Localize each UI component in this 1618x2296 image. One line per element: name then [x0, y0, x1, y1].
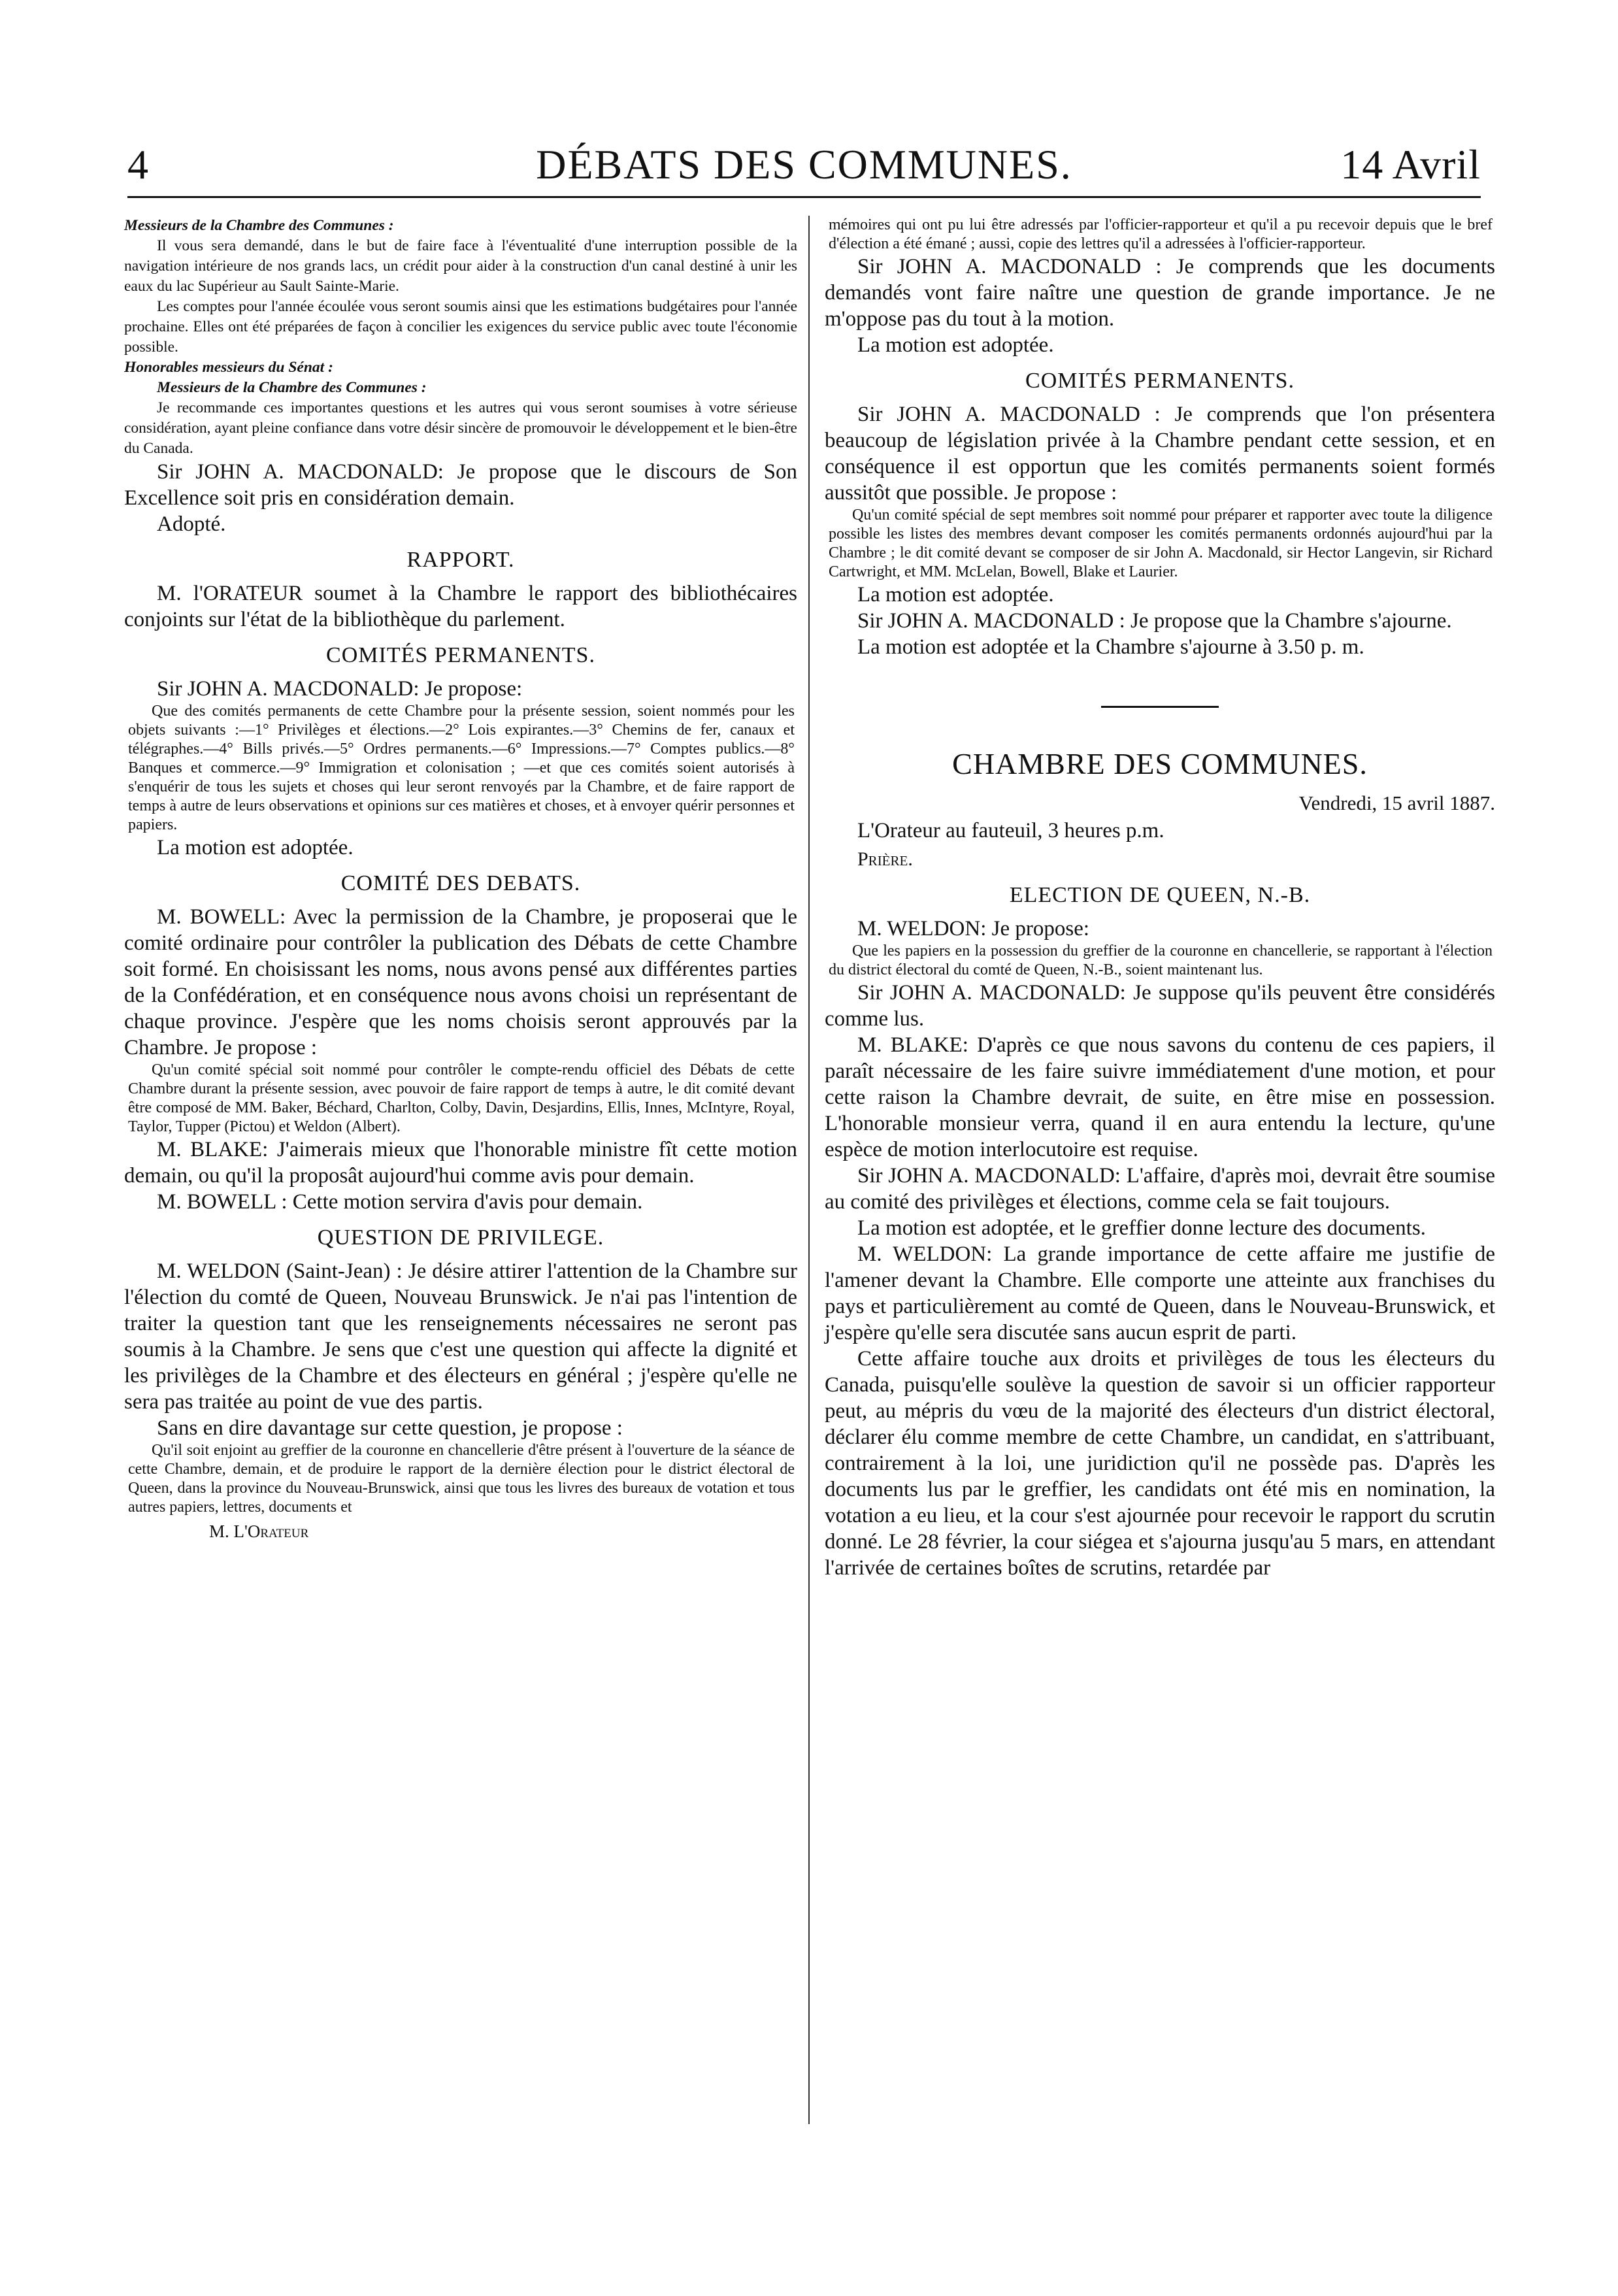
sitting-date: Vendredi, 15 avril 1887. — [1298, 791, 1495, 814]
debate-paragraph: M. BOWELL: Avec la permission de la Chambre, je proposerai que le comité ordinaire pour contrôler la publication des Débats de cette Chambre soit formé. En choisissant les noms, nous avons pensé aux différentes parties de la Confédération, et en conséquence nous avons choisi un représentant de chaque province. J'espère que les noms choisis seront approuvés par la Chambre. Je propose : — [124, 905, 797, 1059]
section-heading: COMITÉS PERMANENTS. — [1025, 369, 1295, 393]
debate-paragraph: M. BOWELL : Cette motion servira d'avis pour demain. — [157, 1190, 643, 1214]
debate-paragraph: M. WELDON (Saint-Jean) : Je désire attirer l'attention de la Chambre sur l'élection du comté de Queen, Nouveau Brunswick. Je n'ai pas l'intention de traiter la question tant que les renseignements nécessaires ne seront pas soumis à la Chambre. Je sens que c'est une question qui affecte la dignité et les privilèges de la Chambre et des électeurs en général ; j'espère qu'elle ne sera pas traitée au point de vue des partis. — [124, 1259, 797, 1414]
speech-paragraph: Il vous sera demandé, dans le but de faire face à l'éventualité d'une interruption possible de la navigation intérieure de nos grands lacs, un crédit pour aider à la construction d'un canal destiné à unir les eaux du lac Supérieur au Sault Sainte-Marie. — [124, 237, 797, 295]
debate-paragraph: La motion est adoptée. — [857, 583, 1054, 607]
debate-paragraph: Sans en dire davantage sur cette question, je propose : — [157, 1416, 623, 1440]
debate-paragraph: M. BLAKE: D'après ce que nous savons du contenu de ces papiers, il paraît nécessaire de les faire suivre immédiatement d'une motion, et pour cette raison la Chambre devrait, de suite, en être mise en possession. L'honorable monsieur verra, quand il en aura entendu la lecture, qu'une espèce de motion interlocutoire est requise. — [825, 1033, 1495, 1161]
motion-text: Qu'un comité spécial de sept membres soit nommé pour préparer et rapporter avec toute la diligence possible les listes des membres devant composer les comités permanents ordonnés aujourd'hui par la Chambre ; le dit comité devant se composer de sir John A. Macdonald, sir Hector Langevin, sir Richard Cartwright, et MM. McLelan, Bowell, Blake et Laurier. — [829, 507, 1493, 580]
page-date: 14 Avril — [1340, 141, 1481, 188]
motion-text: Que des comités permanents de cette Chambre pour la présente session, soient nommés pour les objets suivants :—1° Privilèges et élections.—2° Lois expirantes.—3° Chemins de fer, canaux et télégraphes.—4° Bills privés.—5° Ordres permanents.—6° Impressions.—7° Comptes publics.—8° Banques et commerce.—9° Immigration et colonisation ; —et que ces comités soient autorisés à s'enquérir de tous les sujets et choses qui leur seront renvoyés par la Chambre, et de faire rapport de temps à autre de leurs observations et opinions sur ces matières et choses, et à envoyer quérir personnes et papiers. — [128, 703, 795, 833]
speech-paragraph: Je recommande ces importantes questions et les autres qui vous seront soumises à votre sérieuse considération, ayant pleine confiance dans votre désir sincère de promouvoir le développement et le bien-être du Canada. — [124, 399, 797, 457]
debate-paragraph: La motion est adoptée, et le greffier donne lecture des documents. — [857, 1216, 1426, 1240]
separator-rule — [1101, 706, 1219, 708]
section-heading: COMITÉS PERMANENTS. — [326, 643, 595, 667]
section-heading: QUESTION DE PRIVILEGE. — [317, 1225, 604, 1250]
debate-paragraph: L'Orateur au fauteuil, 3 heures p.m. — [857, 819, 1164, 842]
address-salutation: Messieurs de la Chambre des Communes : — [157, 379, 427, 396]
debate-paragraph: Cette affaire touche aux droits et privilèges de tous les électeurs du Canada, puisqu'elle soulève la question de savoir si un officier rapporteur peut, au mépris du vœu de la majorité des électeurs d'un district électoral, déclarer élu comme membre de cette Chambre, un candidat, en s'attribuant, contrairement à la loi, une juridiction qu'il ne possède pas. D'après les documents lus par le greffier, les candidats ont été mis en nomination, la votation a eu lieu, et la cour s'est ajournée pour recevoir le rapport du scrutin donné. Le 28 février, la cour siégea et s'ajourna jusqu'au 5 mars, en attendant l'arrivée de certaines boîtes de scrutins, retardée par — [825, 1347, 1495, 1580]
sitting-heading: CHAMBRE DES COMMUNES. — [952, 747, 1368, 780]
page-title: DÉBATS DES COMMUNES. — [536, 141, 1072, 188]
debate-paragraph: M. BLAKE: J'aimerais mieux que l'honorable ministre fît cette motion demain, ou qu'il la proposât aujourd'hui comme avis pour demain. — [124, 1138, 797, 1188]
motion-text: Que les papiers en la possession du greffier de la couronne en chancellerie, se rapportant à l'élection du district électoral du comté de Queen, N.-B., soient maintenant lus. — [829, 942, 1493, 978]
address-salutation: Messieurs de la Chambre des Communes : — [124, 217, 394, 234]
debate-paragraph: Adopté. — [157, 512, 226, 536]
debate-paragraph: Sir JOHN A. MACDONALD: Je propose que le discours de Son Excellence soit pris en considération demain. — [124, 460, 797, 510]
debate-paragraph: Sir JOHN A. MACDONALD: Je suppose qu'ils peuvent être considérés comme lus. — [825, 981, 1495, 1031]
section-heading: RAPPORT. — [406, 548, 515, 572]
motion-text: mémoires qui ont pu lui être adressés par l'officier-rapporteur et qu'il a pu recevoir depuis que le bref d'élection a été émané ; aussi, copie des lettres qu'il a adressées à l'officier-rapporteur. — [829, 216, 1493, 252]
debate-paragraph: Sir JOHN A. MACDONALD : Je comprends que l'on présentera beaucoup de législation privée à la Chambre pendant cette session, et en conséquence il est opportun que les comités permanents soient formés aussitôt que possible. Je propose : — [825, 403, 1495, 505]
debate-paragraph: La motion est adoptée et la Chambre s'ajourne à 3.50 p. m. — [857, 635, 1364, 659]
address-salutation: Honorables messieurs du Sénat : — [124, 359, 333, 376]
section-heading: COMITÉ DES DEBATS. — [340, 871, 581, 895]
page-number: 4 — [127, 141, 148, 188]
debate-paragraph: La motion est adoptée. — [157, 836, 354, 859]
column-divider — [808, 216, 810, 2124]
debate-paragraph: M. WELDON: Je propose: — [857, 917, 1090, 940]
signature: M. L'Orateur — [209, 1522, 309, 1541]
debate-paragraph: Sir JOHN A. MACDONALD: Je propose: — [157, 677, 523, 701]
debate-paragraph: La motion est adoptée. — [857, 333, 1054, 357]
section-heading: ELECTION DE QUEEN, N.-B. — [1009, 883, 1311, 907]
debate-paragraph: M. l'ORATEUR soumet à la Chambre le rapport des bibliothécaires conjoints sur l'état de la bibliothèque du parlement. — [124, 582, 797, 631]
motion-text: Qu'un comité spécial soit nommé pour contrôler le compte-rendu officiel des Débats de cette Chambre durant la présente session, avec pouvoir de faire rapport de temps à autre, le dit comité devant être composé de MM. Baker, Béchard, Charlton, Colby, Davin, Desjardins, Ellis, Innes, McIntyre, Royal, Taylor, Tupper (Pictou) et Weldon (Albert). — [128, 1061, 795, 1135]
debate-paragraph: M. WELDON: La grande importance de cette affaire me justifie de l'amener devant la Chambre. Elle comporte une atteinte aux franchises du pays et particulièrement au comté de Queen, dans le Nouveau-Brunswick, et j'espère qu'elle sera discutée sans aucun esprit de parti. — [825, 1242, 1495, 1344]
debate-paragraph: Sir JOHN A. MACDONALD: L'affaire, d'après moi, devrait être soumise au comité des privilèges et élections, comme cela se fait toujours. — [825, 1164, 1495, 1214]
motion-text: Qu'il soit enjoint au greffier de la couronne en chancellerie d'être présent à l'ouverture de la séance de cette Chambre, demain, et de produire le rapport de la dernière élection pour le district électoral de Queen, dans la province du Nouveau-Brunswick, ainsi que tous les livres des bureaux de votation et tous autres papiers, lettres, documents et — [128, 1442, 795, 1516]
left-column — [124, 216, 797, 1543]
right-column — [825, 216, 1495, 1581]
debate-paragraph: Sir JOHN A. MACDONALD : Je propose que la Chambre s'ajourne. — [857, 609, 1452, 633]
debate-paragraph: Sir JOHN A. MACDONALD : Je comprends que les documents demandés vont faire naître une question de grande importance. Je ne m'oppose pas du tout à la motion. — [825, 255, 1495, 331]
page-header — [127, 134, 1481, 193]
speech-paragraph: Les comptes pour l'année écoulée vous seront soumis ainsi que les estimations budgétaires pour l'année prochaine. Elles ont été préparées de façon à concilier les exigences du service public avec toute l'économie possible. — [124, 298, 797, 356]
prayer-label: Prière. — [857, 848, 913, 870]
header-rule — [127, 196, 1481, 198]
